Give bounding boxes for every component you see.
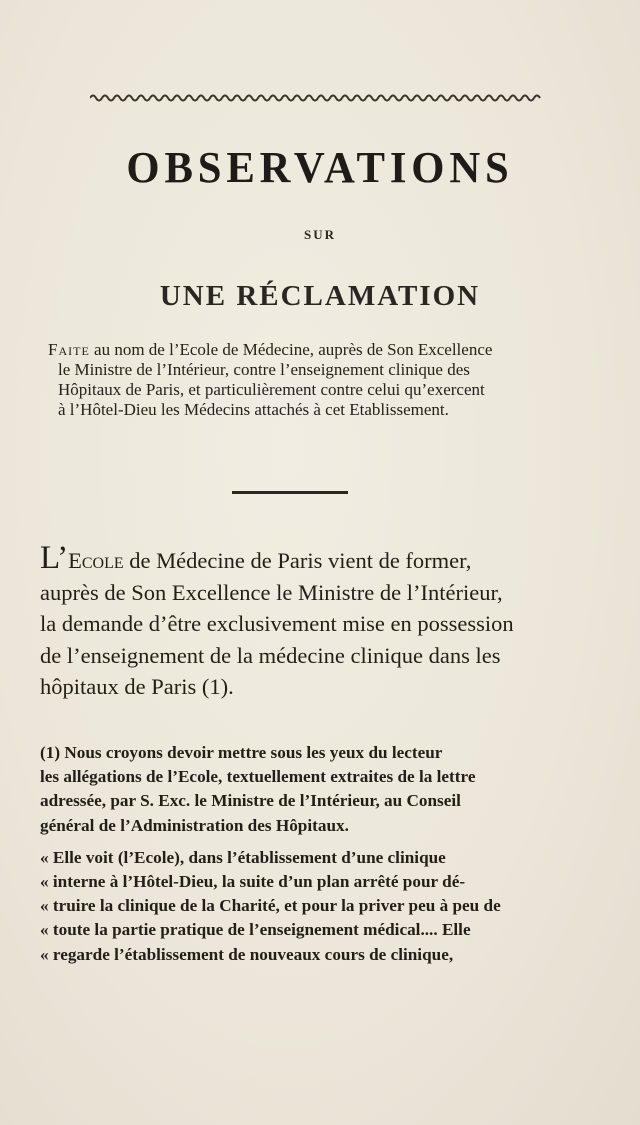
quote-line: « interne à l’Hôtel-Dieu, la suite d’un plan arrêté pour dé-	[40, 872, 466, 892]
body-line: auprès de Son Excellence le Ministre de l’Intérieur,	[40, 579, 503, 605]
quote-line: « regarde l’établissement de nouveaux cours de clinique,	[40, 944, 454, 964]
title-connector: SUR	[303, 227, 336, 242]
body-line: hôpitaux de Paris (1).	[40, 674, 234, 699]
ornamental-border	[90, 92, 550, 104]
footnote	[40, 741, 630, 967]
quote-line: « Elle voit (l’Ecole), dans l’établissement d’une clinique	[40, 847, 446, 867]
body-line: L’Ecole de Médecine de Paris vient de former,	[40, 540, 472, 576]
body-line: de l’enseignement de la médecine clinique dans les	[40, 642, 501, 668]
quote-line: « toute la partie pratique de l’enseignement médical.... Elle	[40, 920, 471, 940]
intro-line: à l’Hôtel-Dieu les Médecins attachés à cet Etablissement.	[58, 400, 449, 419]
footnote-line: général de l’Administration des Hôpitaux.	[40, 815, 349, 835]
intro-line: Faite au nom de l’Ecole de Médecine, auprès de Son Excellence	[48, 340, 493, 359]
footnote-line: adressée, par S. Exc. le Ministre de l’Intérieur, au Conseil	[40, 791, 461, 811]
section-divider	[232, 491, 348, 494]
footnote-line: les allégations de l’Ecole, textuellement extraites de la lettre	[40, 767, 476, 787]
intro-lead-word: Faite	[48, 340, 90, 359]
footnote-line: (1) Nous croyons devoir mettre sous les yeux du lecteur	[40, 743, 443, 762]
intro-paragraph	[48, 340, 622, 420]
body-line: la demande d’être exclusivement mise en possession	[40, 611, 514, 636]
drop-cap: L’	[40, 540, 69, 576]
body-lead-word: Ecole	[68, 548, 124, 573]
page-subtitle: UNE RÉCLAMATION	[159, 280, 481, 312]
quote-line: « truire la clinique de la Charité, et pour la priver peu à peu de	[40, 896, 501, 916]
intro-line: Hôpitaux de Paris, et particulièrement contre celui qu’exercent	[58, 380, 485, 399]
page-title: OBSERVATIONS	[126, 143, 514, 192]
intro-line: le Ministre de l’Intérieur, contre l’enseignement clinique des	[58, 360, 470, 379]
body-paragraph	[40, 540, 630, 703]
